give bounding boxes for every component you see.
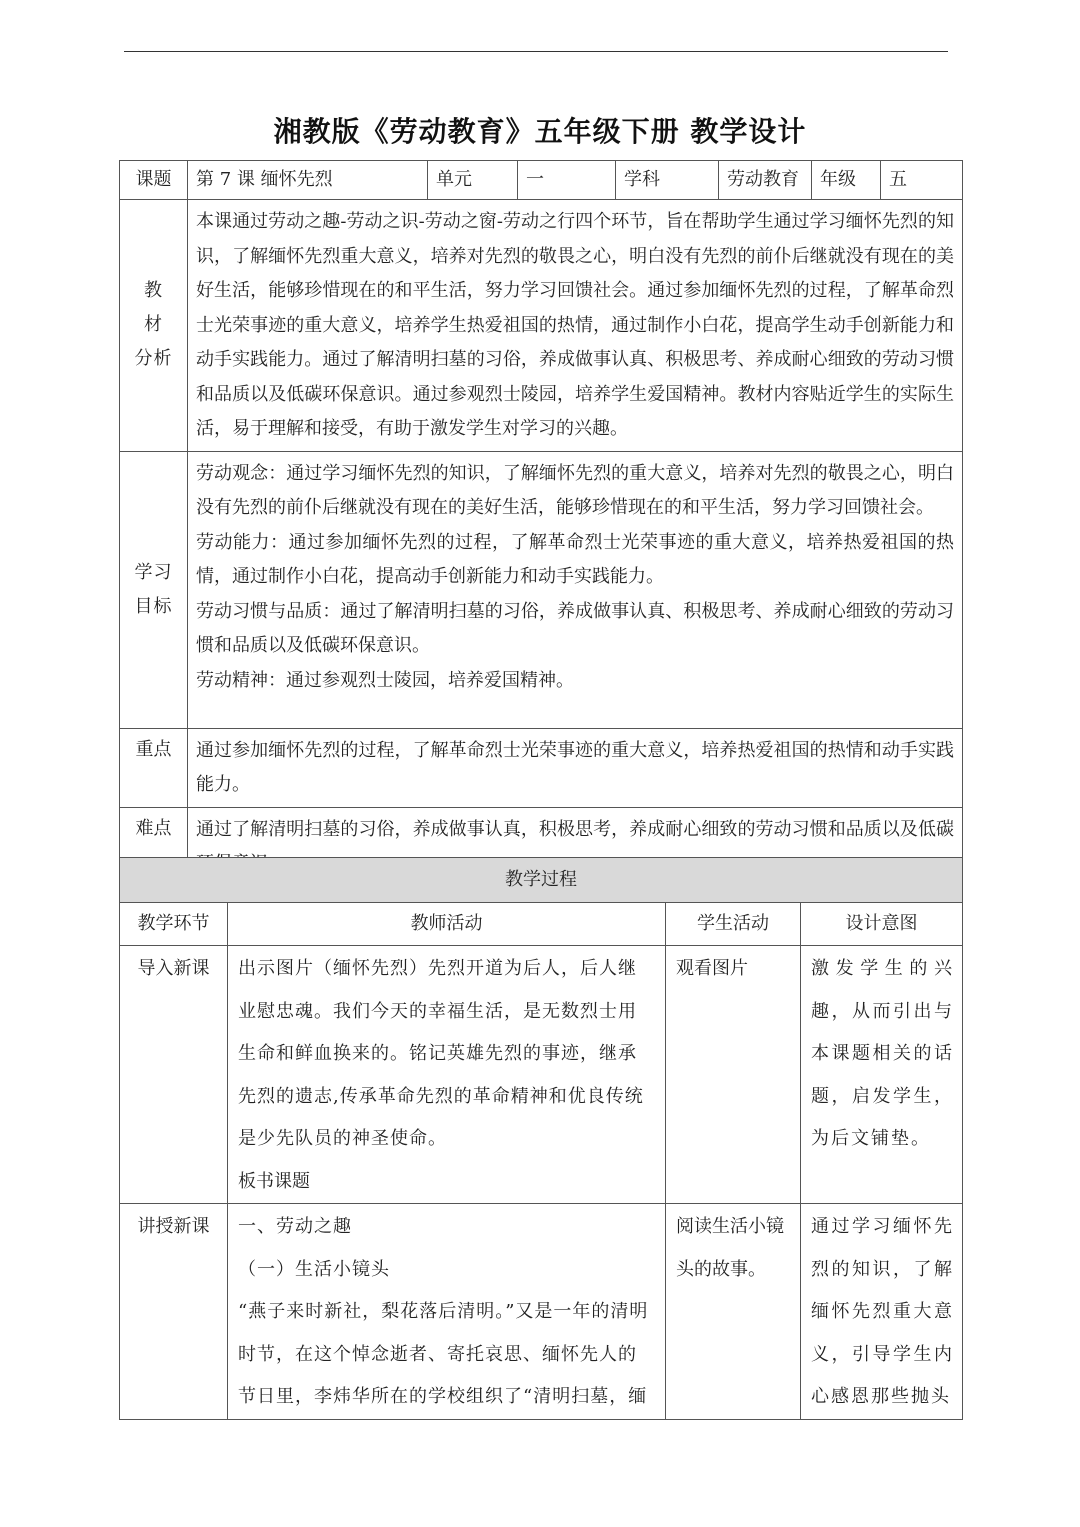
design-intent: 激发学生的兴趣，从而引出与本课题相关的话题，启发学生，为后文铺垫。	[801, 946, 963, 1204]
table-row	[120, 946, 963, 1204]
student-activity: 观看图片	[666, 946, 801, 1204]
header-row	[120, 161, 963, 200]
grade-value: 五	[881, 161, 963, 200]
objective-item: 劳动观念：通过学习缅怀先烈的知识，了解缅怀先烈的重大意义，培养对先烈的敬畏之心，明白没有先烈的前仆后继就没有现在的美好生活，能够珍惜现在的和平生活，努力学习回馈社会。	[196, 462, 954, 518]
key-point-row	[120, 728, 963, 807]
column-header: 学生活动	[666, 903, 801, 946]
step-name: 讲授新课	[120, 1204, 228, 1420]
subject-value: 劳动教育	[719, 161, 812, 200]
analysis-label: 教 材 分析	[120, 200, 188, 452]
analysis-row	[120, 200, 963, 452]
key-point-label: 重点	[120, 728, 188, 807]
table-row	[120, 1204, 963, 1420]
lesson-value: 第 7 课 缅怀先烈	[188, 161, 428, 200]
document-title: 湘教版《劳动教育》五年级下册 教学设计	[273, 115, 807, 148]
lesson-label: 课题	[120, 161, 188, 200]
column-header: 教学环节	[120, 903, 228, 946]
student-activity: 阅读生活小镜头的故事。	[666, 1204, 801, 1420]
objective-item: 劳动精神：通过参观烈士陵园，培养爱国精神。	[196, 669, 574, 691]
difficulty-text: 通过了解清明扫墓的习俗，养成做事认真，积极思考，养成耐心细致的劳动习惯和品质以及低碳	[188, 807, 963, 886]
analysis-text: 本课通过劳动之趣-劳动之识-劳动之窗-劳动之行四个环节，旨在帮助学生通过学习缅怀先烈的知识，了解缅怀先烈重大意义，培养对先烈的敬畏之心，明白没有先烈的前仆后继就没有现在的美好生活，能够珍惜现在的和平生活，努力学习回馈社会。通过参加缅怀先烈的过程，了解革命烈士光荣事迹的重大意义，培养学生热爱祖国的热情，通过制作小白花，提高学生动手创新能力和动手实践能力。通过了解清明扫墓的习俗，养成做事认真、积极思考、养成耐心细致的劳动习惯和品质以及低碳环保意识。通过参观烈士陵园，培养学生爱国精神。教材内容贴近学生的实际生活，易于理解和接受，有助于激发学生对学习的兴趣。	[188, 200, 963, 452]
column-header: 教师活动	[228, 903, 666, 946]
objective-item: 劳动能力：通过参加缅怀先烈的过程，了解革命烈士光荣事迹的重大意义，培养热爱祖国的热情，通过制作小白花，提高动手创新能力和动手实践能力。	[196, 531, 954, 587]
column-header: 设计意图	[801, 903, 963, 946]
header-rule	[124, 51, 948, 52]
design-intent: 通过学习缅怀先烈的知识，了解缅怀先烈重大意义，引导学生内心感恩那些抛头	[801, 1204, 963, 1420]
objectives-label: 学习 目标	[120, 451, 188, 728]
teaching-process-table	[119, 857, 963, 1420]
process-column-headers	[120, 903, 963, 946]
key-point-text: 通过参加缅怀先烈的过程，了解革命烈士光荣事迹的重大意义，培养热爱祖国的热情和动手实践能力。	[188, 728, 963, 807]
step-name: 导入新课	[120, 946, 228, 1204]
objectives-list	[188, 451, 963, 728]
subject-label: 学科	[616, 161, 719, 200]
process-heading: 教学过程	[120, 858, 963, 903]
unit-label: 单元	[428, 161, 518, 200]
teacher-activity: 出示图片（缅怀先烈）先烈开道为后人，后人继业慰忠魂。我们今天的幸福生活，是无数烈士用生命和鲜血换来的。铭记英雄先烈的事迹，继承先烈的遗志,传承革命先烈的革命精神和优良传统是少先队员的神圣使命。 板书课题	[228, 946, 666, 1204]
lesson-info-table	[119, 160, 963, 887]
objectives-row	[120, 451, 963, 728]
difficulty-label: 难点	[120, 807, 188, 886]
objective-item: 劳动习惯与品质：通过了解清明扫墓的习俗，养成做事认真、积极思考、养成耐心细致的劳动习惯和品质以及低碳环保意识。	[196, 600, 954, 656]
teacher-activity: 一、劳动之趣 （一）生活小镜头 “燕子来时新社，梨花落后清明。”又是一年的清明时节，在这个悼念逝者、寄托哀思、缅怀先人的节日里，李炜华所在的学校组织了“清明扫墓，缅	[228, 1204, 666, 1420]
grade-label: 年级	[812, 161, 881, 200]
unit-value: 一	[518, 161, 616, 200]
